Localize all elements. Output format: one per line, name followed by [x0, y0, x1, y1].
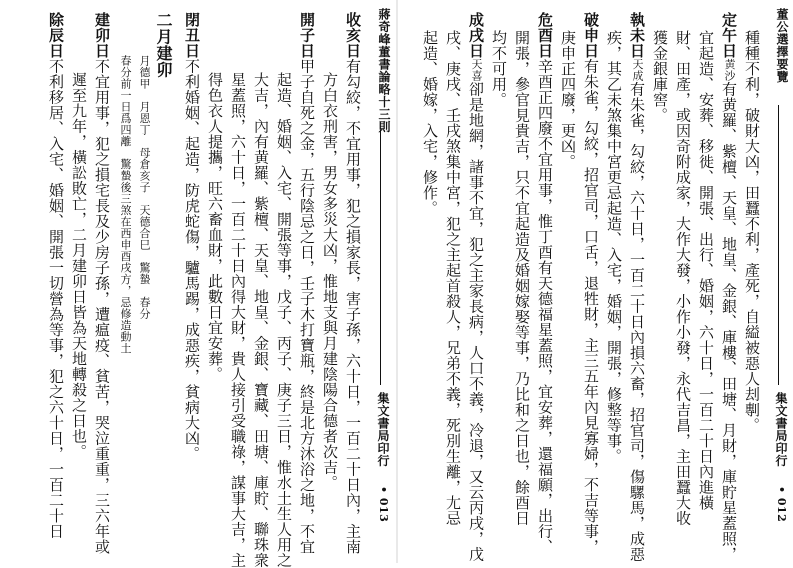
text-column [489, 12, 508, 108]
text-column [535, 12, 554, 555]
month-notes: 春分前一日爲四離 驚蟄後三煞在西申酉戌方，忌修造動土 [119, 55, 132, 354]
day-heading: 執未日 [628, 12, 646, 59]
column-text: 有朱雀，勾絞，六十日，一百二十日內損六畜，招官司，傷騾馬，成惡 [628, 81, 646, 562]
running-header: 蔣奇峰董書論略十三則 [377, 8, 391, 133]
column-text: 宜起造、安葬、移徙、開張、出行、婚姻，六十日，一百二十日內進橫 [697, 30, 715, 511]
page-013 [0, 0, 396, 568]
month-notes: 月德甲 月恩丁 母倉亥子 天德合巳 驚蟄 春分 [138, 55, 151, 320]
text-column [46, 12, 65, 539]
text-column [604, 12, 623, 464]
text-column [650, 12, 669, 123]
day-sub-label: 天喜 [470, 58, 483, 82]
text-column [92, 12, 111, 555]
publisher-imprint: 集文書局印行 [376, 392, 390, 467]
column-text: 星蓋照，六十日，一百二十日內得大財，貴人接引受職祿，謀事大吉，主 [229, 72, 247, 568]
day-heading: 除辰日 [47, 12, 65, 59]
column-text: 有勾絞，不宜用事，犯之損家長，害子孫，六十日，一百二十日內，主南 [344, 58, 362, 555]
column-text: 甲子自死之金，五行陰忌之日，壬子木打寶瓶，終是北方沐浴之地，不宜 [298, 58, 316, 555]
column-text: 大吉，內有黄羅、紫檀、天皇、地皇、金銀、寶藏、田塘、庫貯、聯珠衆 [252, 72, 270, 568]
header-rule [380, 130, 381, 385]
column-text: 不利移居、入宅、婚姻、開張一切營為等事，犯之六十日，一百二十日 [47, 58, 65, 539]
page-number: • 013 [377, 486, 390, 523]
text-column [274, 12, 293, 568]
column-text: 均不可用。 [490, 30, 508, 108]
column-text: 開張，參官見貴吉，只不宜起造及婚姻嫁娶等事，乃比和之日也，餘酉日 [513, 30, 531, 526]
column-text: 疾，其乙未煞集中宮更忌起造、入宅，婚姻，開張，修整等事。 [605, 30, 623, 464]
column-text: 財、田產，或因奇附成家，大作大發，小作小發，永代吉昌，主田蠶大收 [674, 30, 692, 526]
text-column [297, 12, 316, 555]
text-column [673, 12, 692, 526]
text-column [343, 12, 362, 555]
page-number: • 012 [775, 486, 788, 523]
column-text: 庚申正四廢，更凶。 [559, 30, 577, 170]
day-sub-label: 黄沙 [723, 58, 736, 82]
text-column [742, 12, 761, 433]
text-column [251, 12, 270, 568]
running-header: 董公選擇要覽 [775, 8, 789, 83]
column-text: 得色衣人提攜，旺六畜血財，此數日宜安葬。 [206, 72, 224, 382]
column-text: 獲金銀庫窖。 [651, 30, 669, 123]
column-text: 有黄羅、紫檀、天皇、地皇、金銀、庫樓、田塘、月財，庫貯星蓋照， [720, 81, 738, 562]
day-sub-label: 天成 [631, 58, 644, 82]
text-column [581, 12, 600, 555]
column-text: 遲至九年，橫訟敗亡，二月建卯日皆為天地轉殺之日也。 [70, 72, 88, 460]
day-heading: 開子日 [298, 12, 316, 59]
text-column [696, 12, 715, 511]
text-column [719, 12, 739, 562]
month-heading: 二月建卯 [154, 12, 173, 78]
text-column [182, 12, 201, 462]
column-text: 戌、庚戌、壬戌煞集中宮，犯之主起首殺人，兄弟不義，死別生離，尢忌 [444, 30, 462, 526]
page-012 [398, 0, 793, 563]
text-column [558, 12, 577, 170]
header-rule [778, 105, 779, 385]
text-column [420, 12, 439, 216]
day-heading: 定午日 [720, 12, 738, 59]
text-column [205, 12, 224, 382]
column-text: 卻是地網，諸事不宜，犯之主家長病，人口不義，冷退，又云丙戌，戊 [467, 81, 485, 562]
text-column [466, 12, 486, 562]
text-column [627, 12, 647, 562]
text-column [69, 12, 88, 460]
column-text: 起造、婚姻、入宅、開張等事，戊子、丙子、庚子三日，惟水土生人用之 [275, 72, 293, 568]
day-heading: 閉丑日 [183, 12, 201, 59]
column-text: 起造、婚嫁，入宅，修作。 [421, 30, 439, 216]
column-text: 有朱雀，勾絞，招官司，口舌，退牲財，主三五年內見寡婦，不吉等事， [582, 58, 600, 555]
day-heading: 成戌日 [467, 12, 485, 59]
day-heading: 危酉日 [536, 12, 554, 59]
column-text: 種種不利，破財大凶，田蠶不利，產死，自縊被惡人刦剸。 [743, 30, 761, 433]
day-heading: 建卯日 [93, 12, 111, 59]
column-text: 不宜用事，犯之損宅長及少房子孫，遭瘟疫、貧苦，哭泣重重，三六年或 [93, 58, 111, 555]
column-text: 不利婚姻、起造，防虎蛇傷，驢馬踢，成惡疾，貧病大凶。 [183, 58, 201, 462]
text-column [320, 12, 339, 491]
text-column [512, 12, 531, 526]
text-column [228, 12, 247, 568]
day-heading: 收亥日 [344, 12, 362, 59]
column-text: 方白衣刑害，男女多災大凶，惟地支與月建陰陽合德者次吉。 [321, 72, 339, 491]
publisher-imprint: 集文書局印行 [774, 392, 788, 467]
column-text: 辛酉正四廢不宜用事，惟丁酉有天德福星蓋照，宜安葬，還福願，出行、 [536, 58, 554, 555]
day-heading: 破申日 [582, 12, 600, 59]
text-column [443, 12, 462, 526]
